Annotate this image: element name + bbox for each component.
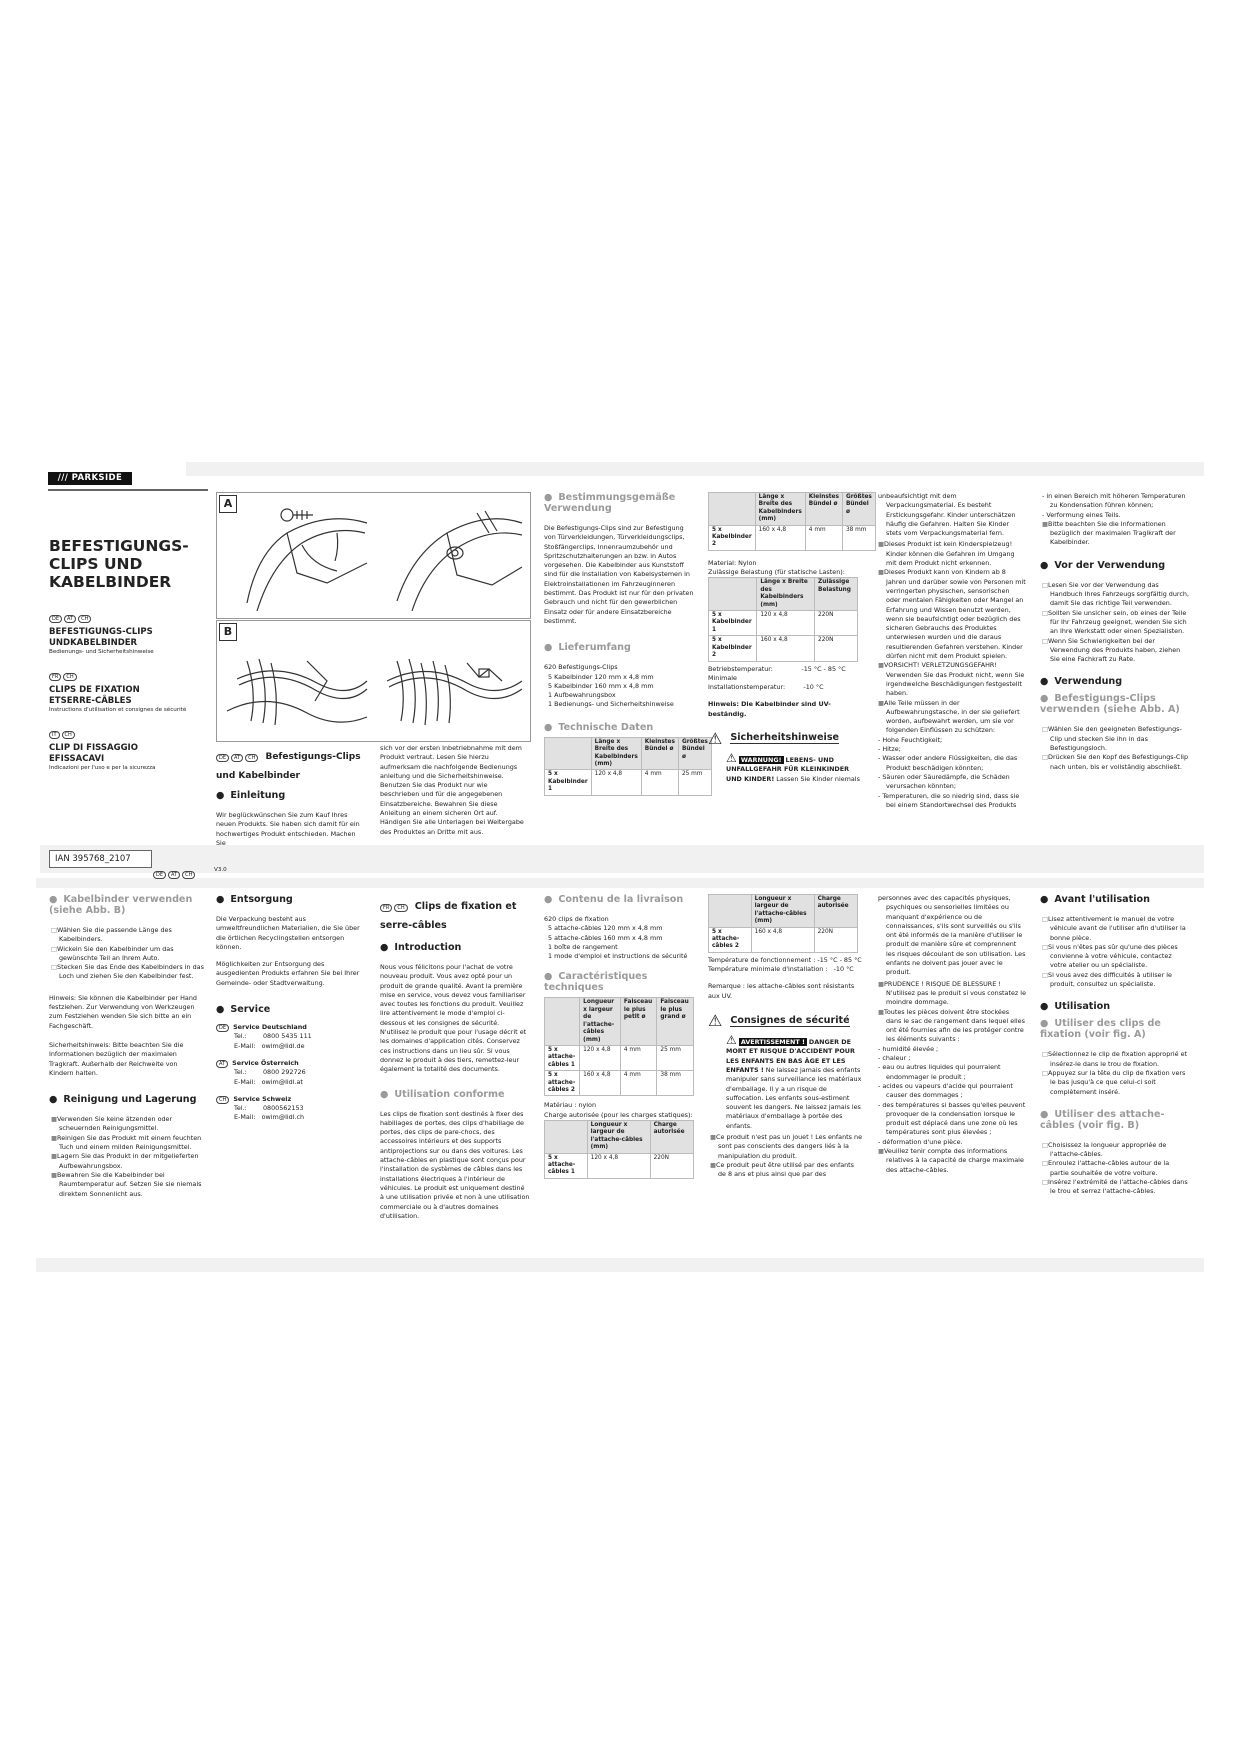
de-usage-instructions-column [1040,492,1190,772]
table-header-cell: Größtes Bündel ø [842,493,875,526]
table-cell: 5 x attache-câbles 1 [545,1045,580,1070]
charge-text: Charge autorisée (pour les charges statiques): [544,1110,693,1119]
badge-de: DE [216,1024,229,1032]
figure-a-label: A [219,495,237,513]
table-header-cell: Länge x Breite des Kabelbinders (mm) [757,578,815,611]
badge-it: IT [49,731,60,739]
safety-item: ■ Dieses Produkt kann von Kindern ab 8 Jahren und darüber sowie von Personen mit verringerten physischen, sensorischen oder mentalen Fähigkeiten oder Mangel an Erfahrung und Wissen benutzt werden, wenn sie beaufsichtigt oder bezüglich des sicheren Gebrauchs des Produktes unterwiesen wurden und die daraus resultierenden Gefahren verstehen. Kinder dürfen nicht mit dem Produkt spielen. [876,568,1026,661]
table-cell: 5 x Kabelbinder 2 [709,525,756,550]
table-row [545,1071,694,1096]
table-row [709,927,858,952]
dash-item: - eau ou autres liquides qui pourraient endommager le produit ; [876,1063,1026,1082]
badge-de: DE [153,871,166,879]
list-item: □ Stecken Sie das Ende des Kabelbinders in das Loch und ziehen Sie den Kabelbinder fest. [49,963,204,982]
table-cell: 5 x Kabelbinder 1 [709,611,757,636]
figure-a-drawing [217,493,530,618]
bestimmung-heading: ● Bestimmungsgemäße Verwendung [544,492,694,514]
table-header-cell: Longueur x largeur de l'attache-câbles (mm) [587,1120,650,1153]
badge-ch: CH [62,731,75,739]
utilisation-conforme-heading: ● Utilisation conforme [380,1089,530,1100]
table-cell: 5 x Kabelbinder 2 [709,636,757,661]
list-item: □ Choisissez la longueur appropriée de l'attache-câbles. [1040,1141,1190,1160]
table-header-row [709,578,858,611]
list-item: 1 Bedienungs- und Sicherheitshinweise [548,700,674,709]
contenu-heading: ● Contenu de la livraison [544,894,694,905]
einleitung-continued: sich vor der ersten Inbetriebnahme mit dem Produkt vertraut. Lesen Sie hierzu aufmerksam die nachfolgende Bedienungs anleitung und die Sicherheitshinweise. Benutzen Sie das Produkt nur wie beschrieben und für die angegebenen Einsatzbereiche. Bewahren Sie diese Anleitung an einem sicheren Ort auf. Händigen Sie alle Unterlagen bei Weitergabe des Produktes an Dritte mit aus. [380,744,524,836]
dash-item: - Wasser oder andere Flüssigkeiten, die das Produkt beschädigen könnten; [876,754,1026,773]
safety-item: ■ VORSICHT! VERLETZUNGSGEFAHR! Verwenden Sie das Produkt nicht, wenn Sie irgendwelche Beschädigungen festgestellt haben. [876,661,1026,698]
version: V3.0 [214,867,227,873]
list-item: □ Si vous n'êtes pas sûr qu'une des pièces convienne à votre véhicule, contactez votre atelier ou un spécialiste. [1040,943,1190,971]
table-header-cell: Kleinstes Bündel ø [641,737,678,770]
uv-hinweis: Hinweis: Die Kabelbinder sind UV-beständig. [708,700,831,718]
list-item: □ Wickeln Sie den Kabelbinder um das gewünschte Teil an Ihrem Auto. [49,945,204,964]
table-header-cell: Länge x Breite des Kabelbinders (mm) [755,493,805,526]
dash-item: - déformation d'une pièce. [876,1138,1026,1147]
avertissement-text: DANGER DE MORT ET RISQUE D'ACCIDENT POUR LES ENFANTS EN BAS ÂGE ET LES ENFANTS ! [726,1038,855,1074]
fr-safety-continued-column [876,894,1026,1175]
list-item: □ Wählen Sie den geeigneten Befestigungs-Clip und stecken Sie ihn in das Befestigungsloch. [1040,725,1190,753]
safety-item: personnes avec des capacités physiques, psychiques ou sensorielles limitées ou manquant d'expérience ou de connaissances, s'ils sont surveillés ou s'ils ont été informés de la manière d'utiliser le produit de manière sûre et comprennent les risques découlant de son utilisation. Les enfants ne doivent pas jouer avec le produit. [878,894,1026,977]
warnung-text: LEBENS- UND UNFALLGEFAHR FÜR KLEINKINDER UND KINDER! [726,755,850,783]
table-header-cell [709,493,756,526]
safety-item: ■ Bitte beachten Sie die Informationen bezüglich der maximalen Traglkraft der Kabelbinder. [1040,520,1190,548]
table-cell: 38 mm [842,525,875,550]
list-item: □ Drücken Sie den Kopf des Befestigungs-Clip nach unten, bis er vollständig abschließt. [1040,753,1190,772]
service-email[interactable]: E-Mail: owim@lidl.ch [234,1113,305,1122]
utiliser-attache-heading: ● Utiliser des attache-câbles (voir fig. B) [1040,1109,1190,1131]
de-cable-ties-column [49,894,204,1199]
caracteristiques-heading: ● Caractéristiques techniques [544,971,694,993]
avertissement-tag: AVERTISSEMENT ! [740,1038,805,1047]
sicherheit-heading: Sicherheitshinweise [730,732,840,744]
badge-ch: CH [182,871,195,879]
entsorgung-heading: ● Entsorgung [216,894,366,905]
dash-item: - humidité élevée ; [876,1045,1026,1054]
ian-badges [153,861,197,880]
table-header-cell: Longueur x largeur de l'attache-câbles (mm) [580,998,621,1045]
warning-triangle-icon: ⚠ [708,728,723,748]
dash-item: - acides ou vapeurs d'acide qui pourraient causer des dommages ; [876,1082,1026,1101]
kabelbinder-hinweis: Hinweis: Sie können die Kabelbinder per Hand festziehen. Zur Verwendung von Werkzeugen zum Festziehen wenden Sie sich bitte an ein Fachgeschäft. [49,993,197,1030]
list-item: 5 attache-câbles 160 mm x 4,8 mm [548,933,663,942]
table-cell: 4 mm [620,1071,657,1096]
verwendung-heading: ● Verwendung [1040,676,1190,687]
badge-de: DE [49,615,62,623]
safety-item: unbeaufsichtigt mit dem Verpackungsmaterial. Es besteht Erstickungsgefahr. Kinder unterschätzen häufig die Gefahren. Halten Sie Kinder stets vom Verpackungsmaterial fern. [878,492,1016,538]
it-title: CLIP DI FISSAGGIO EFISSACAVI [49,743,138,764]
dash-item: - in einen Bereich mit höheren Temperaturen zu Kondensation führen können; [1040,492,1190,511]
bestimmung-text: Die Befestigungs-Clips sind zur Befestigung von Türverkleidungen, Türverkleidungsclips, Stoßfängerclips, Innenraumzubehör und Spritzschutzhalterungen an bzw. in Autos vorgesehen. Die Kabelbinder aus Kunststoff sind für die Installation von Kabelsystemen in Elektroinstallationen im Fahrzeuginneren bestimmt. Das Produkt ist nur für den privaten Gebrauch und nicht für den gewerblichen Einsatz oder für andere Einsatzbereiche bestimmt. [544,524,694,625]
table-row [545,770,712,795]
fr-title: CLIPS DE FIXATION ETSERRE-CÂBLES [49,685,140,706]
material-text: Material: Nylon [708,558,757,567]
list-item: □ Si vous avez des difficultés à utiliser le produit, consultez un spécialiste. [1040,971,1190,990]
table-cell: 160 x 4,8 [580,1071,621,1096]
list-item: □ Lisez attentivement le manuel de votre véhicule avant de l'utiliser afin d'utiliser la bonne pièce. [1040,915,1190,943]
sicherheit-heading-row [708,729,863,748]
badge-ch: CH [245,754,258,762]
cover-title: BEFESTIGUNGS- CLIPS UND KABELBINDER [49,537,189,591]
table-cell: 220N [815,611,858,636]
badge-at: AT [216,1060,228,1068]
table-cell: 38 mm [657,1071,694,1096]
de-intro-continued [380,744,528,837]
table-cell: 4 mm [620,1045,657,1070]
table-header-cell [545,1120,588,1153]
it-subtitle: Indicazioni per l'uso e per la sicurezza [49,765,156,771]
table-row [709,636,858,661]
table-cell: 220N [815,636,858,661]
list-item: ■ Verwenden Sie keine ätzenden oder scheuernden Reinigungsmittel. [49,1115,204,1134]
figure-b-label: B [219,623,237,641]
table-header-cell: Faisceau le plus grand ø [657,998,694,1045]
de-title: BEFESTIGUNGS-CLIPS UNDKABELBINDER [49,627,153,648]
list-item: 1 Aufbewahrungsbox [548,691,616,700]
fr-subtitle: Instructions d'utilisation et consignes de sécurité [49,707,187,713]
safety-item: ■ Veuillez tenir compte des informations relatives à la capacité de charge maximale des attache-câbles. [876,1147,1026,1175]
figure-b [216,620,531,742]
introduction-text: Nous vous félicitons pour l'achat de votre nouveau produit. Vous avez opté pour un produit de grande qualité. Avant la première mise en service, vous devez vous familiariser avec toutes les fonctions du produit. Veuillez lire attentivement le mode d'emploi ci-dessous et les consignes de sécurité. N'utilisez le produit que pour l'usage décrit et les domaines d'application cités. Conservez ces instructions dans un lieu sûr. Si vous donnez le produit à des tiers, remettez-leur également la totalité des documents. [380,963,527,1074]
vor-verwendung-heading: ● Vor der Verwendung [1040,560,1190,571]
introduction-heading: ● Introduction [380,942,530,953]
table-row [545,1153,694,1178]
fr-load-table-2 [708,894,858,953]
einleitung-text: Wir beglückwünschen Sie zum Kauf Ihres neuen Produkts. Sie haben sich damit für ein hochwertiges Produkt entschieden. Machen Sie [216,811,360,847]
utilisation-conforme-text: Les clips de fixation sont destinés à fixer des habillages de portes, des clips d'habillage de portes, des clips de pare-chocs, des accessoires intérieurs et des supports antiprojections sur ou dans des voitures. Les attache-câbles en plastique sont conçus pour l'installation de systèmes de câbles dans les installations électriques à l'intérieur de véhicules. Le produit est uniquement destiné à une utilisation privée et non à une utilisation commerciale ou à d'autres domaines d'utilisation. [380,1109,530,1220]
service-name: Service Österreich [232,1058,299,1067]
badge-at: AT [64,615,76,623]
table-header-cell: Longueur x largeur de l'attache-câbles (mm) [751,895,814,928]
bottom-top-band [36,878,1204,888]
table-cell: 4 mm [805,525,842,550]
list-item: 1 boîte de rangement [548,942,618,951]
de-badges [49,605,209,624]
list-item: □ Enroulez l'attache-câbles autour de la partie souhaitée de votre voiture. [1040,1159,1190,1178]
table-header-row [709,493,876,526]
dash-item: - Verformung eines Teils. [1040,511,1190,520]
fr-intro-column [380,894,530,1221]
service-de [216,1023,366,1051]
clips-heading: ● Befestigungs-Clips verwenden (siehe Abb. A) [1040,693,1190,715]
table-cell: 5 x Kabelbinder 1 [545,770,592,795]
table-cell: 220N [650,1153,693,1178]
brand-text: PARKSIDE [71,473,123,483]
list-item: ■ Reinigen Sie das Produkt mit einem feuchten Tuch und einem milden Reinigungsmittel. [49,1134,204,1153]
service-tel: Tel.: 0800 5435 111 [234,1032,312,1041]
parkside-logo [48,472,132,485]
badge-at: AT [168,871,180,879]
safety-item: ■ Alle Teile müssen in der Aufbewahrungstasche, in der sie geliefert worden, aufbewahrt werden, um sie vor folgenden Einflüssen zu schützen: [876,699,1026,736]
dash-item: - Säuren oder Säuredämpfe, die Schäden verursachen könnten; [876,773,1026,792]
table-cell: 160 x 4,8 [751,927,814,952]
fr-section-heading: Clips de fixation et serre-câbles [380,901,517,931]
fr-contents-column [544,894,694,1179]
service-ch [216,1095,366,1123]
service-email[interactable]: E-Mail: owim@lidl.de [234,1041,305,1050]
table-header-row [545,737,712,770]
dash-item: - Temperaturen, die so niedrig sind, dass sie bei einem Standortwechsel des Produkts [876,792,1026,811]
bottom-band [36,1258,1204,1272]
table-header-cell [709,578,757,611]
consignes-heading-row [708,1011,863,1030]
table-cell: 120 x 4,8 [591,770,641,795]
installationstemperatur: Installationstemperatur: -10 °C [708,683,824,692]
service-email[interactable]: E-Mail: owim@lidl.at [234,1077,303,1086]
de-safety-column [876,492,1026,810]
badge-ch: CH [78,615,91,623]
stockage-item: ■ Toutes les pièces doivent être stockées dans le sac de rangement dans lequel elles ont été fournies afin de les protéger contre les éléments suivants : [876,1008,1026,1045]
table-cell: 5 x attache-câbles 1 [545,1153,588,1178]
table-header-cell [709,895,752,928]
fr-tech-table [544,997,694,1096]
ian-number: IAN 395768_2107 [55,854,131,864]
table-header-cell: Faisceau le plus petit ø [620,998,657,1045]
table-cell: 120 x 4,8 [580,1045,621,1070]
cover-column [49,537,209,772]
dash-item: - chaleur ; [876,1054,1026,1063]
service-at [216,1059,366,1087]
consignes-heading: Consignes de sécurité [730,1014,850,1026]
list-item: □ Sélectionnez le clip de fixation approprié et insérez-le dans le trou de fixation. [1040,1050,1190,1069]
list-item: 620 clips de fixation [544,915,609,923]
de-section-heading: Befestigungs-Clips und Kabelbinder [216,752,361,781]
lieferumfang-list [544,663,694,709]
badge-de: DE [216,754,229,762]
entsorgung-text-2: Möglichkeiten zur Entsorgung des ausgedienten Produkts erfahren Sie bei Ihrer Gemeinde- oder Stadtverwaltung. [216,960,360,987]
warnung-tag: WARNUNG! [740,755,782,764]
list-item: □ Lesen Sie vor der Verwendung das Handbuch Ihres Fahrzeugs sorgfältig durch, damit Sie das richtige Teil verwenden. [1040,581,1190,609]
avant-heading: ● Avant l'utilisation [1040,894,1190,905]
lieferumfang-heading: ● Lieferumfang [544,642,694,653]
fr-load-table-1 [544,1120,694,1179]
table-row [709,611,858,636]
warnung-tail: Lassen Sie Kinder niemals [774,774,860,783]
remarque-text: Remarque : les attache-câbles sont résistants aux UV. [708,982,855,1000]
table-header-cell: Größtes Bündel ø [678,737,711,770]
de-tech-table-1 [544,737,712,796]
table-header-row [545,1120,694,1153]
de-subtitle: Bedienungs- und Sicherheitshinweise [49,649,154,655]
fr-heading-row [380,894,530,932]
child-warning-icon: ⚠ [726,1033,737,1048]
table-header-row [545,998,694,1045]
service-name: Service Schweiz [233,1094,292,1103]
safety-item: ■ Ce produit n'est pas un jouet ! Les enfants ne sont pas conscients des dangers liés à la manipulation du produit. [708,1133,863,1161]
kabelbinder-sicherheit: Sicherheitshinweis: Bitte beachten Sie die Informationen bezüglich der maximalen Tragkraft. Außerhalb der Reichweite von Kindern halten. [49,1040,184,1077]
einleitung-heading: ● Einleitung [216,790,361,801]
figure-b-drawing [217,621,530,741]
badge-at: AT [231,754,243,762]
list-item: □ Sollten Sie unsicher sein, ob eines der Teile für Ihr Fahrzeug geeignet, wenden Sie sich an Ihre Werkstatt oder einen Spezialisten. [1040,609,1190,637]
table-header-cell: Charge autorisée [814,895,857,928]
fr-safety-column [708,894,863,1179]
safety-item: ■ Dieses Produkt ist kein Kinderspielzeug! Kinder können die Gefahren im Umgang mit dem Produkt nicht erkennen. [876,540,1026,568]
service-name: Service Deutschland [233,1023,307,1032]
table-header-cell [545,737,592,770]
list-item: 5 Kabelbinder 160 mm x 4,8 mm [548,681,654,690]
it-badges [49,721,209,740]
table-cell: 220N [814,927,857,952]
list-item: □ Wenn Sie Schwierigkeiten bei der Verwendung des Produkts haben, ziehen Sie eine Fachkraft zu Rate. [1040,637,1190,665]
belastung-text: Zulässige Belastung (für statische Lasten): [708,568,845,577]
de-intro-column [216,744,361,848]
table-row [545,1045,694,1070]
fr-badges [49,663,209,682]
temp-fonctionnement: Température de fonctionnement : -15 °C - 85 °C [708,955,862,964]
technische-heading: ● Technische Daten [544,722,694,733]
list-item: □ Insérez l'extrémité de l'attache-câbles dans le trou et serrez l'attache-câbles. [1040,1178,1190,1197]
temp-installation: Température minimale d'installation : -10 °C [708,965,854,974]
de-tech-table-2 [708,492,876,551]
table-header-cell: Zulässige Belastung [815,578,858,611]
de-techdata-column [708,492,872,784]
ian-box [49,850,152,868]
child-warning-icon: ⚠ [726,750,737,765]
table-cell: 25 mm [678,770,711,795]
table-header-cell: Charge autorisée [650,1120,693,1153]
table-cell: 4 mm [641,770,678,795]
table-header-row [709,895,858,928]
prudence-item: ■ PRUDENCE ! RISQUE DE BLESSURE ! N'utilisez pas le produit si vous constatez le moindre dommage. [876,980,1026,1008]
service-heading: ● Service [216,1004,366,1015]
dash-item: - des températures si basses qu'elles peuvent provoquer de la condensation lorsque le produit est déplacé dans une zone où les températures sont plus élevées ; [876,1101,1026,1138]
list-item: □ Appuyez sur la tête du clip de fixation vers le bas jusqu'à ce que celui-ci soit complètement inséré. [1040,1069,1190,1097]
dash-item: - Hitze; [876,745,1026,754]
figure-a [216,492,531,619]
avertissement-body: Ne laissez jamais des enfants manipuler sans surveillance les matériaux d'emballage. Il y a un risque de suffocation. Les enfants sous-estiment souvent les dangers. Ne laissez jamais les matériaux d'emballage à portée des enfants. [726,1065,862,1130]
kabelbinder-heading: ● Kabelbinder verwenden (siehe Abb. B) [49,894,204,916]
logo-stripes-icon: /// [57,473,69,483]
badge-ch: CH [63,673,76,681]
table-cell: 25 mm [657,1045,694,1070]
utiliser-clips-heading: ● Utiliser des clips de fixation (voir fig. A) [1040,1018,1190,1040]
badge-fr: FR [49,673,61,681]
de-heading-row [216,744,361,782]
list-item: □ Wählen Sie die passende Länge des Kabelbinders. [49,926,204,945]
dash-item: - Hohe Feuchtigkeit; [876,736,1026,745]
fr-usage-column [1040,894,1190,1197]
top-band [186,462,1204,476]
badge-ch: CH [216,1096,229,1104]
table-cell: 5 x attache-câbles 2 [545,1071,580,1096]
de-disposal-service-column [216,894,366,1123]
list-item: 5 Kabelbinder 120 mm x 4,8 mm [548,672,654,681]
betriebstemperatur: Betriebstemperatur: -15 °C - 85 °C [708,664,846,673]
warning-triangle-icon: ⚠ [708,1011,723,1031]
list-item: ■ Lagern Sie das Produkt in der mitgelieferten Aufbewahrungsbox. [49,1152,204,1171]
entsorgung-text-1: Die Verpackung besteht aus umweltfreundlichen Materialien, die Sie über die örtlichen Recyclingstellen entsorgen können. [216,915,360,951]
table-cell: 120 x 4,8 [757,611,815,636]
matiere-text: Matériau : nylon [544,1101,597,1110]
de-load-table [708,577,858,661]
table-header-cell: Kleinstes Bündel ø [805,493,842,526]
de-warning-block [708,750,863,784]
minimale-label: Minimale [708,673,737,682]
service-tel: Tel.: 0800562153 [234,1104,304,1113]
list-item: 5 attache-câbles 120 mm x 4,8 mm [548,924,663,933]
table-header-cell: Länge x Breite des Kabelbinders (mm) [591,737,641,770]
service-tel: Tel.: 0800 292726 [234,1068,306,1077]
cover-rule [48,489,208,491]
utilisation-heading: ● Utilisation [1040,1001,1190,1012]
list-item: ■ Bewahren Sie die Kabelbinder bei Raumtemperatur auf. Setzen Sie sie niemals direktem Sonnenlicht aus. [49,1171,204,1199]
list-item: 620 Befestigungs-Clips [544,663,618,672]
table-cell: 160 x 4,8 [757,636,815,661]
list-item: 1 mode d'emploi et instructions de sécurité [548,952,688,961]
reinigung-heading: ● Reinigung und Lagerung [49,1094,204,1105]
table-cell: 120 x 4,8 [587,1153,650,1178]
table-cell: 5 x attache-câbles 2 [709,927,752,952]
badge-ch: CH [394,904,407,912]
fr-warning-block [708,1033,863,1131]
de-usage-column [544,492,708,796]
safety-item: ■ Ce produit peut être utilisé par des enfants de 8 ans et plus ainsi que par des [708,1161,863,1180]
table-header-cell [545,998,580,1045]
table-cell: 160 x 4,8 [755,525,805,550]
table-row [709,525,876,550]
badge-fr: FR [380,904,392,912]
